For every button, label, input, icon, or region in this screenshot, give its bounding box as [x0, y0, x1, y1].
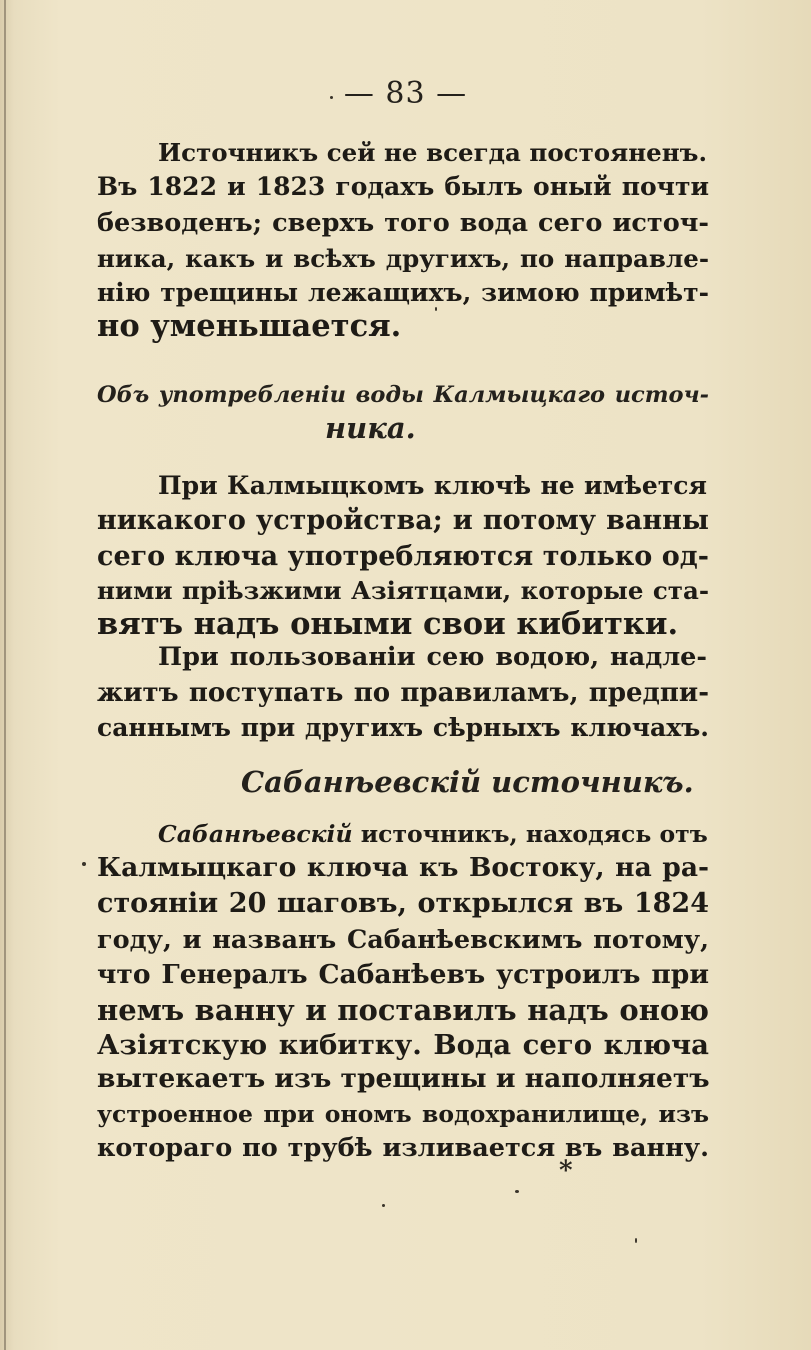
paragraph-line: что Генералъ Сабанѣевъ устроилъ при: [97, 959, 709, 990]
section-heading: Сабанѣевскій источникъ.: [241, 765, 694, 799]
paragraph-line: Калмыцкаго ключа къ Востоку, на ра-: [97, 852, 709, 883]
paragraph-line: Источникъ сей не всегда постояненъ.: [158, 138, 707, 167]
paragraph-line: вытекаетъ изъ трещины и наполняетъ: [97, 1063, 710, 1094]
paragraph-line: котораго по трубѣ изливается въ ванну.: [97, 1133, 709, 1163]
paragraph-line: немъ ванну и поставилъ надъ оною: [97, 993, 709, 1027]
ink-speck: [515, 1190, 519, 1193]
page-number: — 83 —: [343, 76, 468, 111]
emphasized-name: Сабанѣевскій: [158, 820, 353, 848]
paragraph-line: Въ 1822 и 1823 годахъ былъ оный почти: [97, 172, 709, 201]
paragraph-line: сего ключа употребляются только од-: [97, 541, 709, 572]
ink-speck: [382, 1204, 385, 1207]
paragraph-line: никакого устройства; и потому ванны: [97, 505, 709, 536]
footer-mark: *: [559, 1156, 573, 1186]
ink-speck: [82, 862, 86, 866]
paragraph-line: ними пріѣзжими Азіятцами, которые ста-: [97, 576, 709, 605]
paragraph-line: Азіятскую кибитку. Вода сего ключа: [97, 1029, 709, 1061]
paragraph-line: нію трещины лежащихъ, зимою примѣт-: [97, 278, 709, 307]
ink-speck: [635, 1238, 637, 1243]
paragraph-line: но уменьшается.: [97, 308, 402, 344]
paragraph-line: житъ поступать по правиламъ, предпи-: [97, 678, 709, 708]
paragraph-line: вятъ надъ оными свои кибитки.: [97, 606, 679, 642]
paragraph-line: году, и названъ Сабанѣевскимъ потому,: [97, 925, 709, 955]
paragraph-line: стояніи 20 шаговъ, открылся въ 1824: [97, 888, 709, 919]
paragraph-line: При Калмыцкомъ ключѣ не имѣется: [158, 471, 707, 500]
paragraph-text: источникъ, находясь отъ: [352, 820, 708, 848]
paragraph-line: ника, какъ и всѣхъ другихъ, по направле-: [97, 244, 709, 273]
paragraph-line: При пользованіи сею водою, надле-: [158, 642, 707, 672]
page-edge-shadow: [4, 0, 6, 1350]
paragraph-line: саннымъ при другихъ сѣрныхъ ключахъ.: [97, 713, 709, 742]
paragraph-line: безводенъ; сверхъ того вода сего источ-: [97, 208, 709, 238]
section-heading: ника.: [325, 411, 416, 445]
paragraph-line: устроенное при ономъ водохранилище, изъ: [97, 1100, 709, 1128]
section-heading: Объ употребленіи воды Калмыцкаго источ-: [97, 382, 709, 408]
